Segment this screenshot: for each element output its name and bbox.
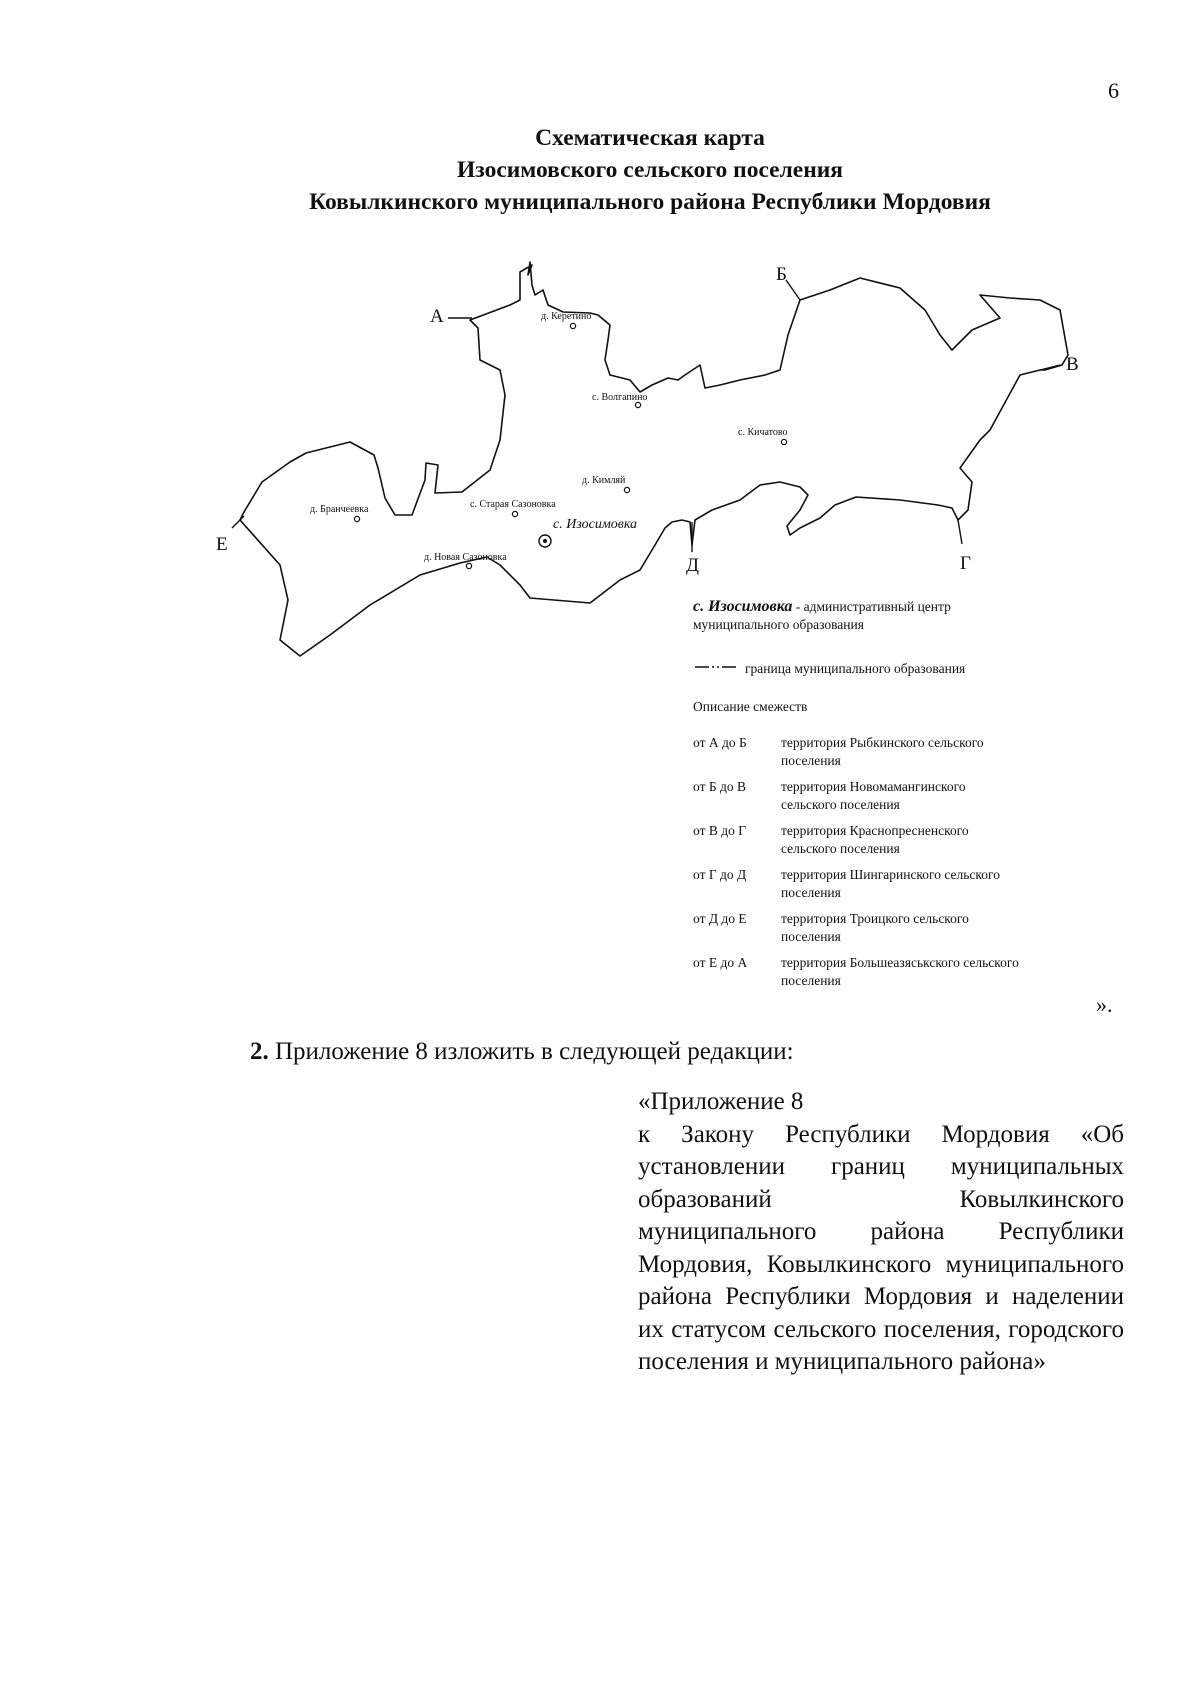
settlement-keretino-label: д. Керетино — [541, 311, 592, 322]
boundary-line-symbol — [693, 660, 745, 678]
adjacency-desc: территория Большеазяськского сельского поселения — [781, 955, 1019, 988]
title-line-3: Ковылкинского муниципального района Республики Мордовия — [309, 189, 991, 215]
adjacency-from-to: от Д до Е — [693, 911, 747, 926]
point-a-label: А — [430, 306, 444, 327]
admin-center-dot — [543, 539, 547, 543]
closing-quote: ». — [1096, 992, 1113, 1017]
point-g-label: Г — [960, 553, 971, 574]
adjacency-row — [693, 734, 1033, 770]
adjacency-desc: территория Троицкого сельского поселения — [781, 911, 969, 944]
settlement-marker — [624, 487, 629, 492]
legend-admin-center — [693, 598, 1033, 634]
adjacency-row — [693, 822, 1033, 858]
point-e-label: Е — [216, 534, 228, 555]
adjacency-heading: Описание смежеств — [693, 699, 808, 714]
adjacency-desc: территория Рыбкинского сельского поселения — [781, 735, 984, 768]
legend-center-desc: - административный центр муниципального образования — [693, 599, 951, 632]
legend-center-name: с. Изосимовка — [693, 598, 793, 615]
adjacency-from-to: от Б до В — [693, 779, 746, 794]
appendix-header — [638, 1086, 1124, 1379]
admin-center-label: с. Изосимовка — [553, 517, 638, 532]
settlement-volgapino-label: с. Волгапино — [592, 392, 648, 403]
adjacency-from-to: от Е до А — [693, 955, 748, 970]
adjacency-row — [693, 778, 1033, 814]
item-number: 2. — [250, 1038, 269, 1065]
adjacency-desc: территория Новомамангинского сельского поселения — [781, 779, 966, 812]
adjacency-from-to: от В до Г — [693, 823, 747, 838]
title-line-2: Изосимовского сельского поселения — [457, 157, 843, 183]
adjacency-row — [693, 954, 1033, 990]
map-legend — [693, 598, 1033, 990]
settlement-marker — [466, 563, 471, 568]
settlement-marker — [354, 516, 359, 521]
adjacency-from-to: от Г до Д — [693, 867, 747, 882]
adjacency-row — [693, 866, 1033, 902]
point-d-label: Д — [686, 555, 699, 576]
settlement-branchevka-label: д. Бранчеевка — [310, 504, 369, 515]
settlement-staraya-sazonovka-label: с. Старая Сазоновка — [470, 499, 556, 510]
legend-boundary-desc: граница муниципального образования — [745, 661, 966, 676]
settlement-marker — [570, 323, 575, 328]
settlement-marker — [781, 439, 786, 444]
legend-boundary — [693, 660, 1033, 678]
adjacency-desc: территория Краснопресненского сельского поселения — [781, 823, 969, 856]
page-number: 6 — [1108, 78, 1119, 103]
settlement-kimlyay-label: д. Кимляй — [582, 475, 626, 486]
item-text: Приложение 8 изложить в следующей редакции: — [268, 1038, 794, 1065]
adjacency-from-to: от А до Б — [693, 735, 747, 750]
point-b-label: Б — [776, 264, 787, 285]
settlement-novaya-sazonovka-label: д. Новая Сазоновка — [424, 552, 507, 563]
adjacency-desc: территория Шингаринского сельского поселения — [781, 867, 1000, 900]
amendment-item-2 — [250, 1038, 794, 1066]
title-line-1: Схематическая карта — [535, 125, 765, 151]
settlement-kichatovo-label: с. Кичатово — [738, 427, 788, 438]
adjacency-row — [693, 910, 1033, 946]
settlement-marker — [635, 402, 640, 407]
boundary-outline — [240, 262, 1068, 656]
adjacency-list — [693, 734, 1033, 990]
appendix-body: к Закону Республики Мордовия «Об установлении границ муниципальных образований Ковылкинского муниципального района Республики Мордовия, Ковылкинского муниципального района Республики Мордовия и наделении их статусом сельского поселения, городского поселения и муниципального района» — [638, 1120, 1124, 1375]
point-v-label: В — [1066, 354, 1079, 375]
appendix-title: «Приложение 8 — [638, 1088, 804, 1115]
settlement-marker — [512, 511, 517, 516]
